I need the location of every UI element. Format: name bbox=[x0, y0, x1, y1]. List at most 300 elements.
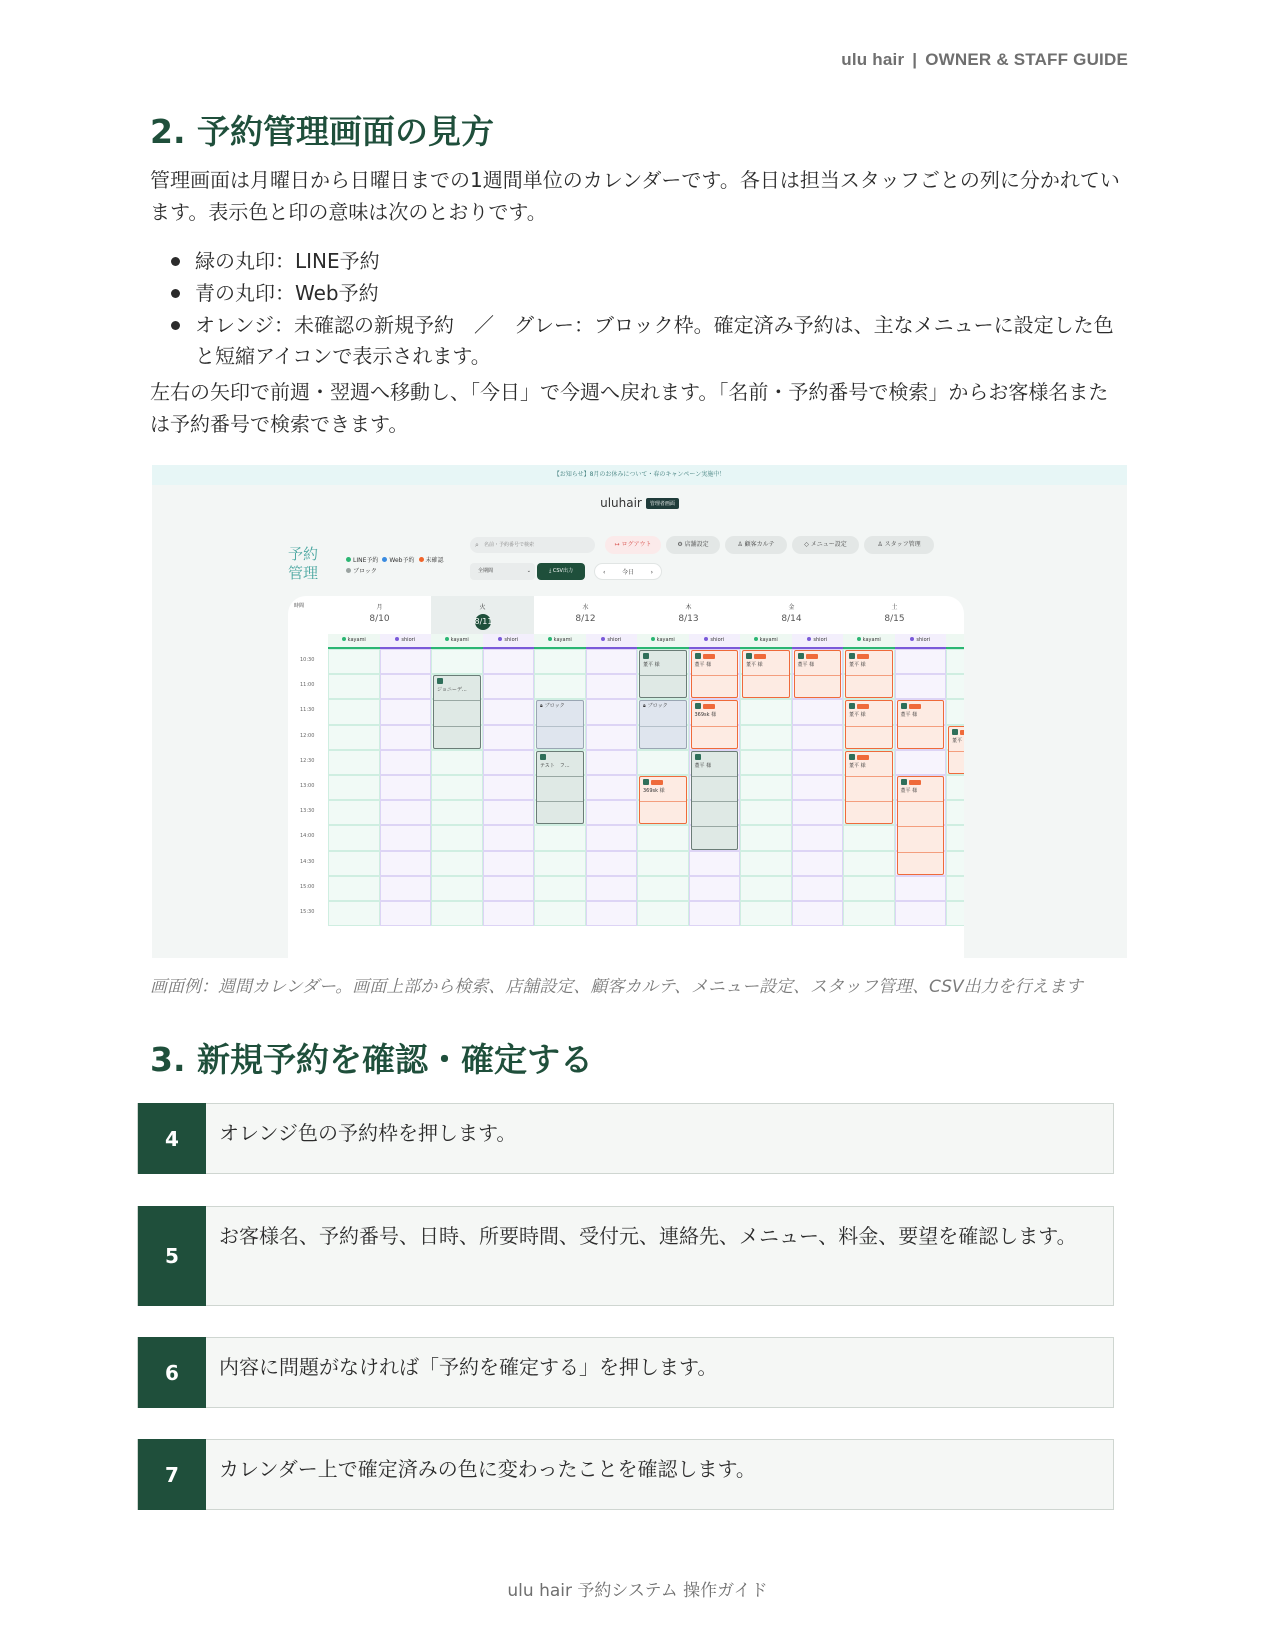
booking-pending[interactable] bbox=[742, 650, 790, 698]
booking-name: ジョニーデ... bbox=[437, 687, 467, 694]
slot-cell bbox=[895, 750, 947, 775]
legend-item bbox=[346, 557, 378, 564]
line-badge-icon bbox=[643, 779, 649, 785]
booking-name: テスト フ... bbox=[540, 762, 570, 769]
customer-chart-button[interactable] bbox=[725, 536, 787, 554]
day-header bbox=[431, 596, 534, 634]
legend-label: Web予約 bbox=[389, 557, 415, 564]
staff-dot-icon bbox=[395, 637, 399, 641]
time-header: 時間 bbox=[294, 603, 305, 609]
slot-cell bbox=[637, 825, 689, 850]
day-header bbox=[328, 596, 431, 634]
booking-label bbox=[901, 703, 921, 719]
slot-cell bbox=[534, 825, 586, 850]
header-brand: ulu hair bbox=[841, 50, 905, 69]
line-badge-icon bbox=[540, 754, 546, 760]
legend-bullet-list bbox=[150, 246, 1125, 373]
booking-pending[interactable] bbox=[691, 650, 739, 698]
staff-header-cell bbox=[483, 634, 535, 649]
booking-label bbox=[901, 779, 921, 795]
day-date: 8/14 bbox=[781, 614, 802, 624]
pending-badge-icon bbox=[960, 730, 964, 735]
slot-cell bbox=[483, 674, 535, 699]
day-of-week: 月 bbox=[376, 604, 383, 611]
pending-badge-icon bbox=[703, 654, 715, 659]
slot-cell bbox=[946, 800, 964, 825]
pending-badge-icon bbox=[806, 654, 818, 659]
booking-label bbox=[437, 678, 467, 694]
booking-name: 369sk 様 bbox=[643, 788, 665, 794]
slot-cell bbox=[792, 876, 844, 901]
people-icon: ♙ bbox=[877, 541, 885, 548]
slot-cell bbox=[946, 876, 964, 901]
slot-cell bbox=[380, 649, 432, 674]
step-7 bbox=[137, 1439, 1114, 1510]
slot-cell bbox=[792, 750, 844, 775]
booking-pending[interactable] bbox=[691, 700, 739, 748]
chevron-down-icon: ⌄ bbox=[526, 568, 531, 574]
time-label: 15:30 bbox=[300, 909, 315, 915]
booking-divider bbox=[640, 675, 686, 676]
slot-cell bbox=[843, 825, 895, 850]
step-6 bbox=[137, 1337, 1114, 1408]
csv-label: CSV出力 bbox=[552, 568, 573, 574]
menu-settings-button[interactable] bbox=[792, 536, 859, 554]
booking-divider bbox=[898, 852, 944, 853]
header-separator: | bbox=[912, 50, 918, 69]
slot-cell bbox=[792, 901, 844, 926]
slot-cell bbox=[483, 901, 535, 926]
booking-divider bbox=[537, 726, 583, 727]
slot-cell bbox=[586, 825, 638, 850]
booking-divider bbox=[692, 726, 738, 727]
store-settings-button[interactable] bbox=[666, 536, 720, 554]
slot-cell bbox=[792, 851, 844, 876]
store-settings-label: 店舗設定 bbox=[684, 541, 709, 548]
staff-name: kayami bbox=[450, 637, 469, 643]
day-of-week: 金 bbox=[788, 604, 795, 611]
slot-cell bbox=[328, 901, 380, 926]
legend-item bbox=[382, 557, 414, 564]
slot-cell bbox=[586, 901, 638, 926]
slot-cell bbox=[586, 674, 638, 699]
line-badge-icon bbox=[952, 729, 958, 735]
slot-cell bbox=[946, 649, 964, 674]
slot-cell bbox=[328, 775, 380, 800]
booking-divider bbox=[898, 826, 944, 827]
pending-badge-icon bbox=[909, 780, 921, 785]
slot-cell bbox=[895, 649, 947, 674]
staff-header-cell bbox=[843, 634, 895, 649]
booking-pending[interactable] bbox=[845, 751, 893, 825]
booking-divider bbox=[640, 726, 686, 727]
staff-name: shiori bbox=[916, 637, 931, 643]
slot-cell bbox=[586, 800, 638, 825]
logout-button[interactable] bbox=[605, 536, 661, 554]
line-badge-icon bbox=[849, 754, 855, 760]
booking-label bbox=[849, 703, 869, 719]
section2-title: 2. 予約管理画面の見方 bbox=[150, 112, 494, 151]
day-of-week: 木 bbox=[685, 604, 692, 611]
slot-cell bbox=[946, 901, 964, 926]
time-label: 11:30 bbox=[300, 707, 315, 714]
slot-cell bbox=[431, 649, 483, 674]
line-badge-icon bbox=[849, 703, 855, 709]
staff-dot-icon bbox=[807, 637, 811, 641]
booking-name: 董平 様 bbox=[900, 788, 918, 794]
booking-confirmed[interactable] bbox=[639, 650, 687, 698]
announcement-banner: 【お知らせ】8月のお休みについて・春のキャンペーン実施中！ bbox=[152, 465, 1127, 485]
booking-divider bbox=[692, 776, 738, 777]
page-footer: ulu hair 予約システム 操作ガイド bbox=[507, 1581, 768, 1601]
step-4 bbox=[137, 1103, 1114, 1174]
customer-chart-label: 顧客カルテ bbox=[744, 541, 775, 548]
slot-cell bbox=[740, 901, 792, 926]
staff-dot-icon bbox=[857, 637, 861, 641]
admin-badge: 管理者画面 bbox=[646, 498, 679, 509]
slot-cell bbox=[328, 851, 380, 876]
booking-divider bbox=[846, 726, 892, 727]
section2-nav-note: 左右の矢印で前週・翌週へ移動し、「今日」で今週へ戻れます。「名前・予約番号で検索」からお客様名または予約番号で検索できます。 bbox=[150, 380, 1109, 436]
slot-cell bbox=[792, 800, 844, 825]
booking-divider bbox=[692, 801, 738, 802]
slot-cell bbox=[740, 725, 792, 750]
booking-divider bbox=[795, 675, 841, 676]
staff-header-cell bbox=[637, 634, 689, 649]
booking-name: 董平 様 bbox=[643, 662, 660, 668]
pending-badge-icon bbox=[754, 654, 766, 659]
slot-cell bbox=[637, 750, 689, 775]
staff-name: shiori bbox=[504, 637, 519, 643]
slot-cell bbox=[328, 725, 380, 750]
slot-cell bbox=[586, 775, 638, 800]
search-input[interactable] bbox=[470, 537, 595, 553]
booking-name: 董平 様 bbox=[746, 662, 763, 668]
booking-divider bbox=[640, 801, 686, 802]
menu-settings-label: メニュー設定 bbox=[810, 541, 847, 548]
slot-cell bbox=[946, 775, 964, 800]
booking-divider bbox=[846, 675, 892, 676]
slot-cell bbox=[586, 699, 638, 724]
week-calendar bbox=[288, 596, 964, 958]
pending-badge-icon bbox=[651, 780, 663, 785]
slot-cell bbox=[431, 750, 483, 775]
bullet-line: 緑の丸印：LINE予約 bbox=[150, 246, 1125, 277]
slot-cell bbox=[689, 876, 741, 901]
staff-management-label: スタッフ管理 bbox=[884, 541, 921, 548]
booking-name: 董平 様 bbox=[849, 712, 866, 719]
slot-cell bbox=[792, 725, 844, 750]
slot-cell bbox=[483, 649, 535, 674]
booking-label bbox=[952, 729, 964, 745]
slot-cell bbox=[843, 901, 895, 926]
slot-cell bbox=[483, 825, 535, 850]
calendar-screenshot bbox=[152, 465, 1127, 958]
slot-cell bbox=[328, 800, 380, 825]
line-badge-icon bbox=[901, 779, 907, 785]
staff-header-cell bbox=[740, 634, 792, 649]
slot-cell bbox=[380, 674, 432, 699]
slot-cell bbox=[534, 649, 586, 674]
staff-name: kayami bbox=[347, 637, 366, 643]
day-date: 8/15 bbox=[884, 614, 905, 624]
day-date: 8/13 bbox=[678, 614, 699, 624]
step-text: 内容に問題がなければ「予約を確定する」を押します。 bbox=[219, 1355, 718, 1379]
staff-name: kayami bbox=[759, 637, 778, 643]
booking-divider bbox=[434, 726, 480, 727]
day-of-week: 火 bbox=[479, 604, 486, 611]
slot-cell bbox=[534, 901, 586, 926]
slot-cell bbox=[740, 775, 792, 800]
step-5 bbox=[137, 1206, 1114, 1306]
step-text: カレンダー上で確定済みの色に変わったことを確認します。 bbox=[219, 1457, 756, 1481]
logo-text: uluhair bbox=[600, 496, 642, 510]
staff-header-cell bbox=[534, 634, 586, 649]
step-number: 5 bbox=[138, 1206, 206, 1306]
period-value: 全期間 bbox=[478, 568, 494, 574]
slot-cell bbox=[740, 851, 792, 876]
staff-header-cell bbox=[792, 634, 844, 649]
staff-header-cell bbox=[380, 634, 432, 649]
slot-cell bbox=[483, 800, 535, 825]
legend-label: 未確認 bbox=[425, 557, 444, 564]
slot-cell bbox=[843, 876, 895, 901]
legend-label: ブロック bbox=[353, 568, 377, 575]
week-navigation bbox=[594, 563, 662, 580]
staff-dot-icon bbox=[342, 637, 346, 641]
slot-cell bbox=[483, 775, 535, 800]
staff-dot-icon bbox=[445, 637, 449, 641]
booking-label bbox=[849, 754, 869, 770]
booking-label bbox=[643, 653, 660, 669]
booking-confirmed[interactable] bbox=[433, 675, 481, 749]
legend-label: LINE予約 bbox=[353, 557, 379, 564]
booking-pending[interactable] bbox=[639, 776, 687, 824]
slot-cell bbox=[689, 851, 741, 876]
pending-badge-icon bbox=[909, 704, 921, 709]
time-label: 12:00 bbox=[300, 732, 315, 739]
lock-icon: 🔒︎ bbox=[540, 703, 543, 710]
slot-cell bbox=[534, 851, 586, 876]
booking-name: ブロック bbox=[544, 703, 565, 710]
slot-cell bbox=[380, 725, 432, 750]
legend-dot-icon bbox=[419, 557, 424, 562]
booking-divider bbox=[949, 751, 964, 752]
slot-cell bbox=[895, 901, 947, 926]
booking-name: 董平 様 bbox=[849, 762, 866, 769]
status-legend bbox=[346, 555, 454, 579]
slot-cell bbox=[946, 825, 964, 850]
booking-divider bbox=[537, 776, 583, 777]
booking-label bbox=[643, 703, 668, 710]
staff-name: kayami bbox=[553, 637, 572, 643]
booking-name: 董平 様 bbox=[694, 662, 712, 668]
booking-label bbox=[695, 703, 717, 719]
gear-icon: ⚙ bbox=[677, 541, 685, 548]
staff-dot-icon bbox=[704, 637, 708, 641]
tag-icon: ◇ bbox=[804, 541, 811, 548]
header-guide: OWNER & STAFF GUIDE bbox=[925, 50, 1128, 69]
time-label: 13:30 bbox=[300, 808, 315, 815]
pending-badge-icon bbox=[857, 755, 869, 760]
day-header bbox=[534, 596, 637, 634]
pending-badge-icon bbox=[857, 704, 869, 709]
next-week-button[interactable]: › bbox=[650, 569, 653, 576]
staff-name: kayami bbox=[656, 637, 675, 643]
booking-name: 董平 様 bbox=[849, 662, 866, 668]
legend-item bbox=[419, 557, 444, 564]
booking-pending[interactable] bbox=[948, 726, 964, 774]
lock-icon: 🔒︎ bbox=[643, 703, 646, 710]
slot-cell bbox=[637, 876, 689, 901]
staff-header-cell bbox=[946, 634, 964, 649]
person-icon: ♙ bbox=[737, 541, 745, 548]
download-icon: ⤓ bbox=[549, 568, 553, 574]
time-label: 12:30 bbox=[300, 757, 315, 764]
booking-name: ブロック bbox=[647, 703, 668, 710]
legend-dot-icon bbox=[382, 557, 387, 562]
slot-cell bbox=[586, 725, 638, 750]
time-label: 11:00 bbox=[300, 682, 315, 689]
search-icon: ⌕ bbox=[475, 541, 479, 549]
slot-cell bbox=[483, 750, 535, 775]
slot-cell bbox=[431, 851, 483, 876]
booking-pending[interactable] bbox=[845, 650, 893, 698]
booking-block[interactable] bbox=[536, 700, 584, 748]
staff-header-cell bbox=[586, 634, 638, 649]
bullet-orange-gray: オレンジ：未確認の新規予約 ／ グレー：ブロック枠。確定済み予約は、主なメニューに設定した色と短縮アイコンで表示されます。 bbox=[150, 310, 1125, 372]
step-text: お客様名、予約番号、日時、所要時間、受付元、連絡先、メニュー、料金、要望を確認します。 bbox=[219, 1224, 1077, 1248]
booking-block[interactable] bbox=[639, 700, 687, 748]
booking-pending[interactable] bbox=[845, 700, 893, 748]
staff-name: kayami bbox=[862, 637, 881, 643]
staff-dot-icon bbox=[548, 637, 552, 641]
booking-pending[interactable] bbox=[897, 700, 945, 748]
slot-cell bbox=[740, 825, 792, 850]
pending-badge-icon bbox=[857, 654, 869, 659]
booking-label bbox=[540, 754, 570, 770]
period-select[interactable] bbox=[470, 563, 535, 580]
today-button[interactable]: 今日 bbox=[621, 569, 634, 576]
staff-dot-icon bbox=[910, 637, 914, 641]
time-label: 14:00 bbox=[300, 833, 315, 840]
staff-dot-icon bbox=[754, 637, 758, 641]
slot-cell bbox=[843, 851, 895, 876]
legend-dot-icon bbox=[346, 557, 351, 562]
logout-icon: ↦ bbox=[614, 541, 622, 548]
day-header bbox=[740, 596, 843, 634]
booking-confirmed[interactable] bbox=[536, 751, 584, 825]
booking-divider bbox=[846, 776, 892, 777]
booking-name: 董平 様 bbox=[694, 762, 712, 769]
slot-cell bbox=[586, 750, 638, 775]
slot-cell bbox=[586, 876, 638, 901]
line-badge-icon bbox=[643, 653, 649, 659]
day-header bbox=[843, 596, 946, 634]
booking-name: 董平 様 bbox=[797, 662, 815, 668]
slot-cell bbox=[740, 800, 792, 825]
booking-divider bbox=[692, 675, 738, 676]
slot-cell bbox=[380, 699, 432, 724]
line-badge-icon bbox=[746, 653, 752, 659]
staff-header-cell bbox=[689, 634, 741, 649]
booking-pending[interactable] bbox=[897, 776, 945, 875]
logout-label: ログアウト bbox=[621, 541, 652, 548]
day-of-week: 水 bbox=[582, 604, 589, 611]
slot-cell bbox=[689, 901, 741, 926]
slot-cell bbox=[328, 674, 380, 699]
line-badge-icon bbox=[849, 653, 855, 659]
booking-label bbox=[643, 779, 665, 795]
booking-confirmed[interactable] bbox=[691, 751, 739, 850]
slot-cell bbox=[380, 901, 432, 926]
booking-divider bbox=[434, 700, 480, 701]
day-of-week: 土 bbox=[891, 604, 898, 611]
slot-cell bbox=[895, 876, 947, 901]
line-badge-icon bbox=[901, 703, 907, 709]
section3-title: 3. 新規予約を確認・確定する bbox=[150, 1040, 593, 1079]
line-badge-icon bbox=[798, 653, 804, 659]
slot-cell bbox=[586, 851, 638, 876]
booking-label bbox=[695, 653, 715, 669]
booking-label bbox=[540, 703, 565, 710]
day-date: 8/12 bbox=[575, 614, 596, 624]
booking-label bbox=[849, 653, 869, 669]
slot-cell bbox=[792, 775, 844, 800]
time-label: 10:30 bbox=[300, 657, 315, 663]
slot-cell bbox=[431, 901, 483, 926]
slot-cell bbox=[328, 876, 380, 901]
slot-cell bbox=[380, 825, 432, 850]
slot-cell bbox=[946, 674, 964, 699]
csv-export-button[interactable] bbox=[537, 563, 585, 580]
slot-cell bbox=[431, 876, 483, 901]
slot-cell bbox=[431, 800, 483, 825]
staff-management-button[interactable] bbox=[864, 536, 934, 554]
slot-cell bbox=[380, 775, 432, 800]
booking-divider bbox=[537, 801, 583, 802]
slot-cell bbox=[534, 876, 586, 901]
slot-cell bbox=[380, 750, 432, 775]
booking-pending[interactable] bbox=[794, 650, 842, 698]
step-text: オレンジ色の予約枠を押します。 bbox=[219, 1121, 517, 1145]
slot-cell bbox=[328, 649, 380, 674]
slot-cell bbox=[586, 649, 638, 674]
slot-cell bbox=[946, 699, 964, 724]
slot-cell bbox=[637, 851, 689, 876]
staff-name: shiori bbox=[710, 637, 725, 643]
slot-cell bbox=[946, 851, 964, 876]
staff-dot-icon bbox=[601, 637, 605, 641]
slot-cell bbox=[380, 851, 432, 876]
screenshot-caption: 画面例：週間カレンダー。画面上部から検索、店舗設定、顧客カルテ、メニュー設定、スタッフ管理、CSV出力を行えます bbox=[150, 977, 1083, 997]
booking-divider bbox=[846, 801, 892, 802]
screen-title: 予約 管理 bbox=[288, 545, 319, 582]
staff-header-cell bbox=[328, 634, 380, 649]
staff-name: shiori bbox=[401, 637, 416, 643]
booking-label bbox=[798, 653, 818, 669]
staff-dot-icon bbox=[498, 637, 502, 641]
pending-badge-icon bbox=[703, 704, 715, 709]
staff-name: shiori bbox=[813, 637, 828, 643]
booking-name: 董平 様 bbox=[900, 712, 918, 719]
prev-week-button[interactable]: ‹ bbox=[603, 569, 606, 576]
slot-cell bbox=[792, 699, 844, 724]
staff-name: shiori bbox=[607, 637, 622, 643]
slot-cell bbox=[328, 825, 380, 850]
slot-cell bbox=[740, 750, 792, 775]
bullet-web: 青の丸印：Web予約 bbox=[150, 278, 1125, 309]
